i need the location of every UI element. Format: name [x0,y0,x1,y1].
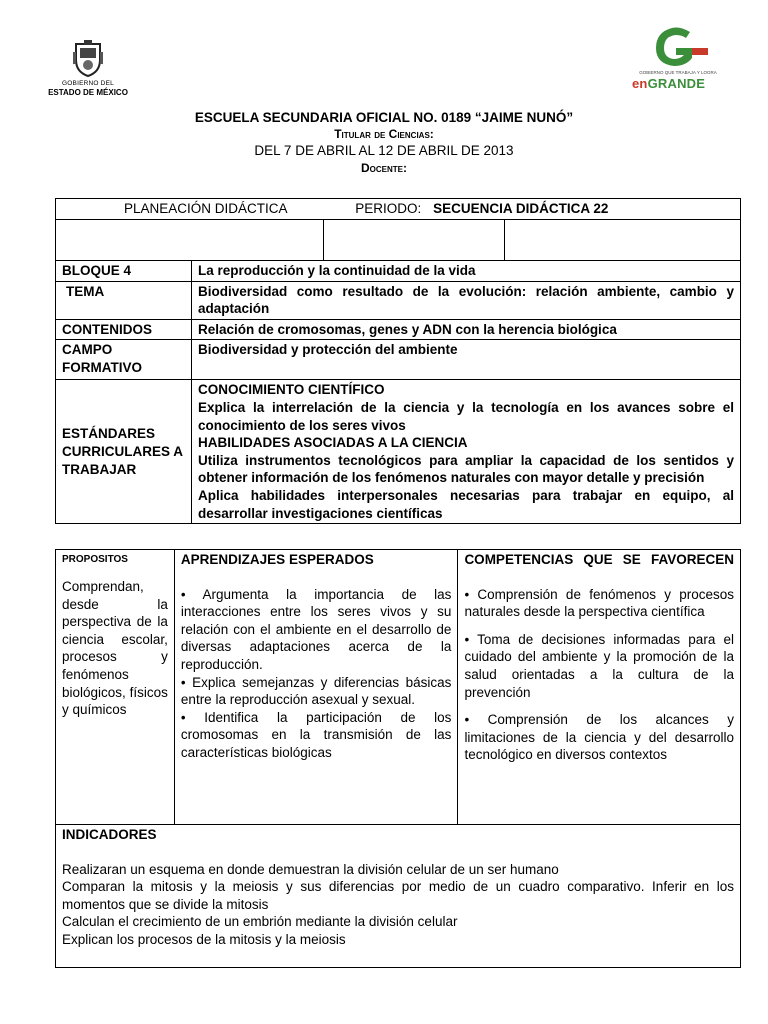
table-row [56,281,741,319]
coat-of-arms-icon [68,38,108,78]
aprendizaje-item: • Explica semejanzas y diferencias básicas entre la reproducción asexual y sexual. [180,674,452,708]
titular-label: Titular de Ciencias: [334,127,434,141]
estandares-content [191,380,740,524]
school-name: ESCUELA SECUNDARIA OFICIAL NO. 0189 “JAIME NUNÓ” [194,110,574,125]
competencias-cell [458,550,741,825]
document-header [0,110,768,176]
logo-text-line1: GOBIERNO DEL [62,80,114,87]
propositos-table [55,549,741,968]
blank-cell [505,220,741,261]
indicador-item: Calculan el crecimiento de un embrión mediante la división celular [62,914,458,930]
planeacion-header-row [56,199,741,220]
estandar-line: CONOCIMIENTO CIENTÍFICO [197,382,385,398]
logo-brand [632,76,732,91]
row-value: Biodiversidad y protección del ambiente [191,340,740,380]
table-row [56,261,741,282]
docente-label: Docente: [361,161,407,175]
estandares-row [56,380,741,524]
row-label: CONTENIDOS [56,319,192,340]
brand-en: en [632,76,648,91]
logo-tagline: GOBIERNO QUE TRABAJA Y LOGRA [639,70,717,75]
blank-row [56,220,741,261]
indicador-item: Explican los procesos de la mitosis y la meiosis [62,931,346,947]
competencia-item: • Comprensión de los alcances y limitaciones de la ciencia y del desarrollo tecnológico en diversos contextos [464,712,734,763]
indicador-item: Realizaran un esquema en donde demuestran la división celular de un ser humano [62,861,559,877]
propositos-text: Comprendan, desde la perspectiva de la ciencia escolar, procesos y fenómenos biológicos, físicos y químicos [62,579,168,718]
estandares-label: ESTÁNDARES CURRICULARES A TRABAJAR [56,380,192,524]
propositos-header: PROPOSITOS [62,554,128,565]
engrande-logo [628,24,732,94]
indicadores-cell [56,825,741,968]
periodo-label: PERIODO: [355,201,422,216]
logo-text-line2: ESTADO DE MÉXICO [48,88,128,97]
row-label: BLOQUE 4 [56,261,192,282]
competencias-header-text: COMPETENCIAS QUE SE FAVORECEN [464,552,734,567]
row-value: La reproducción y la continuidad de la vida [191,261,740,282]
estandar-line: Explica la interrelación de la ciencia y la tecnología en los avances sobre el conocimiento de los seres vivos [197,399,734,433]
competencias-header [464,551,734,569]
date-range: DEL 7 DE ABRIL AL 12 DE ABRIL DE 2013 [254,143,514,158]
gobierno-estado-mexico-logo [38,38,138,104]
blank-cell [56,220,324,261]
indicador-item: Comparan la mitosis y la meiosis y sus diferencias por medio de un cuadro comparativo. Inferir en los momentos que se divide la mitosis [62,879,734,912]
indicadores-header: INDICADORES [62,827,157,842]
aprendizajes-header: APRENDIZAJES ESPERADOS [180,552,374,567]
estandar-line: Aplica habilidades interpersonales necesarias para trabajar en equipo, al desarrollar investigaciones científicas [197,487,734,521]
aprendizajes-cell [174,550,458,825]
aprendizaje-item: • Argumenta la importancia de las interacciones entre los seres vivos y su relación con el ambiente en el desarrollo de diversas adaptaciones acerca de la reproducción. [180,586,452,672]
row-label: TEMA [56,281,192,319]
table-row [56,340,741,380]
aprendizaje-item: • Identifica la participación de los cromosomas en la transmisión de las características biológicas [180,709,452,760]
competencia-item: • Toma de decisiones informadas para el cuidado del ambiente y la promoción de la salud orientadas a la cultura de la prevención [464,631,734,700]
planeacion-table [55,198,741,524]
brand-grande: GRANDE [647,76,706,91]
indicadores-row [56,825,741,968]
blank-cell [323,220,505,261]
g-letter-icon [650,24,710,70]
estandar-line: HABILIDADES ASOCIADAS A LA CIENCIA [197,435,468,451]
planeacion-title: PLANEACIÓN DIDÁCTICA [124,201,288,216]
estandar-line: Utiliza instrumentos tecnológicos para ampliar la capacidad de los sentidos y obtener información de los fenómenos naturales con mayor detalle y precisión [197,452,734,486]
propositos-row [56,550,741,825]
secuencia-label: SECUENCIA DIDÁCTICA 22 [433,201,609,216]
row-value: Biodiversidad como resultado de la evolución: relación ambiente, cambio y adaptación [191,281,740,319]
propositos-cell [56,550,175,825]
competencia-item: • Comprensión de fenómenos y procesos naturales desde la perspectiva científica [464,586,734,620]
row-label: CAMPO FORMATIVO [56,340,192,380]
row-value: Relación de cromosomas, genes y ADN con la herencia biológica [191,319,740,340]
table-row [56,319,741,340]
